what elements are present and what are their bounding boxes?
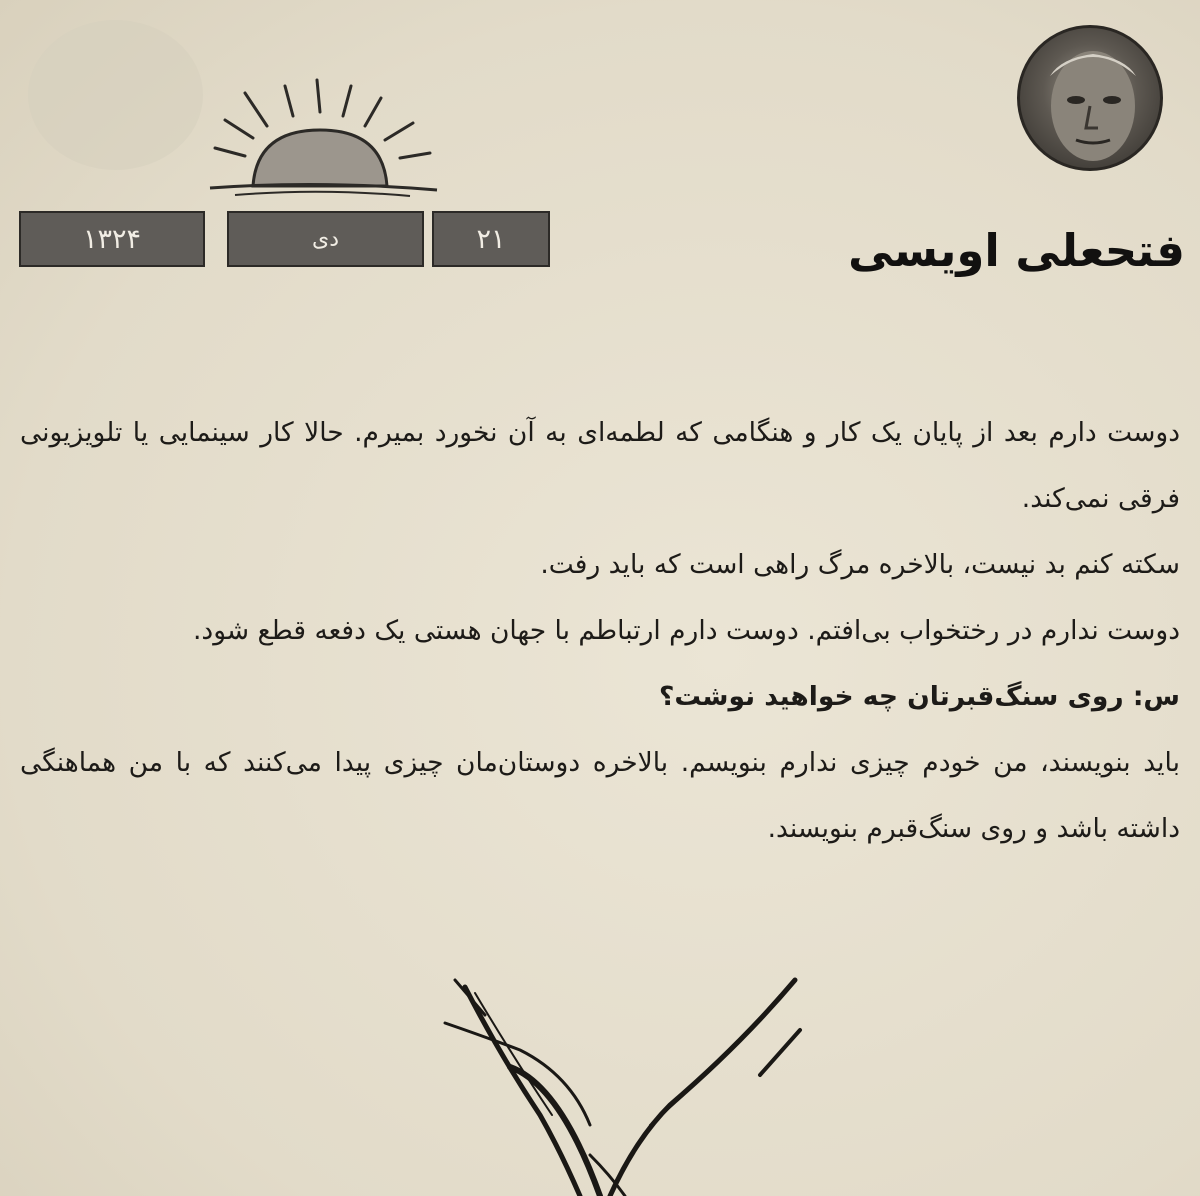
question: س: روی سنگ‌قبرتان چه خواهید نوشت؟: [658, 681, 1180, 712]
page-title: فتحعلی اویسی: [848, 224, 1185, 277]
portrait-photo: [1017, 25, 1163, 171]
answer: باید بنویسند، من خودم چیزی ندارم بنویسم. بالاخره دوستان‌مان چیزی پیدا می‌کنند که با من هماهنگی داشته باشد و روی سنگ‌قبرم بنویسند.: [20, 747, 1180, 844]
paragraph: دوست دارم بعد از پایان یک کار و هنگامی که لطمه‌ای به آن نخورد بمیرم. حالا کار سینمایی یا تلویزیونی فرقی نمی‌کند.: [20, 417, 1180, 514]
ink-sketch: [440, 975, 840, 1196]
date-year: ۱۳۲۴: [19, 211, 205, 267]
paragraph: سکته کنم بد نیست، بالاخره مرگ راهی است که باید رفت.: [540, 549, 1180, 580]
date-day: ۲۱: [432, 211, 550, 267]
paragraph: دوست ندارم در رختخواب بی‌افتم. دوست دارم ارتباطم با جهان هستی یک دفعه قطع شود.: [192, 615, 1180, 646]
body-text: [20, 400, 1180, 862]
sunrise-icon: [205, 78, 440, 203]
date-month: دی: [227, 211, 424, 267]
faded-circle: [28, 20, 203, 170]
portrait-face-icon: [1020, 28, 1163, 171]
